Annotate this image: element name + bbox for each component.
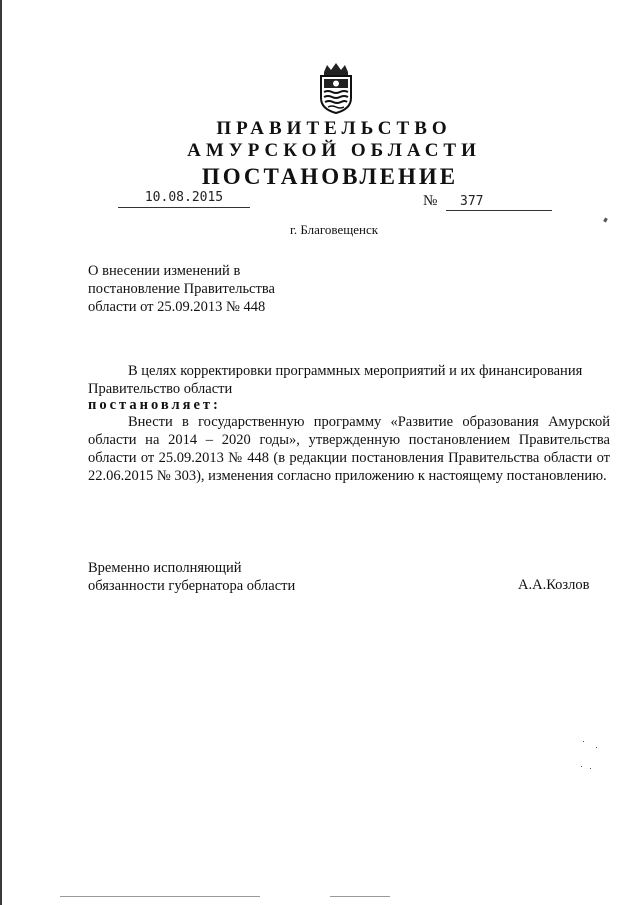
preamble-line-2: Правительство области — [88, 381, 233, 397]
subject-line-2: постановление Правительства — [88, 281, 275, 297]
scan-speck — [590, 768, 591, 769]
number-sign: № — [423, 193, 438, 209]
org-name-line-1: ПРАВИТЕЛЬСТВО — [216, 118, 452, 139]
scan-speck — [60, 896, 260, 897]
document-date: 10.08.2015 — [118, 190, 250, 208]
decree-word: постановляет: — [88, 397, 221, 413]
preamble-line-1: В целях корректировки программных мероприятий и их финансирования — [128, 363, 583, 379]
signatory-role — [88, 559, 348, 595]
scan-speck — [596, 747, 597, 748]
signatory-role-line-1: Временно исполняющий — [88, 560, 242, 576]
preamble — [88, 362, 610, 398]
scan-edge — [0, 0, 2, 905]
subject-line-1: О внесении изменений в — [88, 263, 241, 279]
city-name: г. Благовещенск — [289, 222, 379, 237]
scan-speck — [583, 741, 584, 742]
org-name-line-2: АМУРСКОЙ ОБЛАСТИ — [187, 140, 481, 161]
amur-region-coat-of-arms-icon — [316, 62, 356, 114]
decree-main-text: Внести в государственную программу «Развитие образования Амурской области на 2014 – 2020 годы», утвержденную постановлением Правительства области от 25.09.2013 № 448 (в редакции постановления Правительства области от 22.06.2015 № 303), изменения согласно приложению к настоящему постановлению. — [88, 414, 610, 484]
document-type-title: ПОСТАНОВЛЕНИЕ — [201, 164, 459, 189]
signatory-name: А.А.Козлов — [518, 577, 590, 593]
signatory-role-line-2: обязанности губернатора области — [88, 578, 296, 594]
subject-line-3: области от 25.09.2013 № 448 — [88, 299, 266, 315]
scan-speck — [330, 896, 390, 897]
scan-speck — [581, 766, 582, 767]
document-number: 377 — [446, 194, 552, 211]
document-subject — [88, 262, 318, 316]
